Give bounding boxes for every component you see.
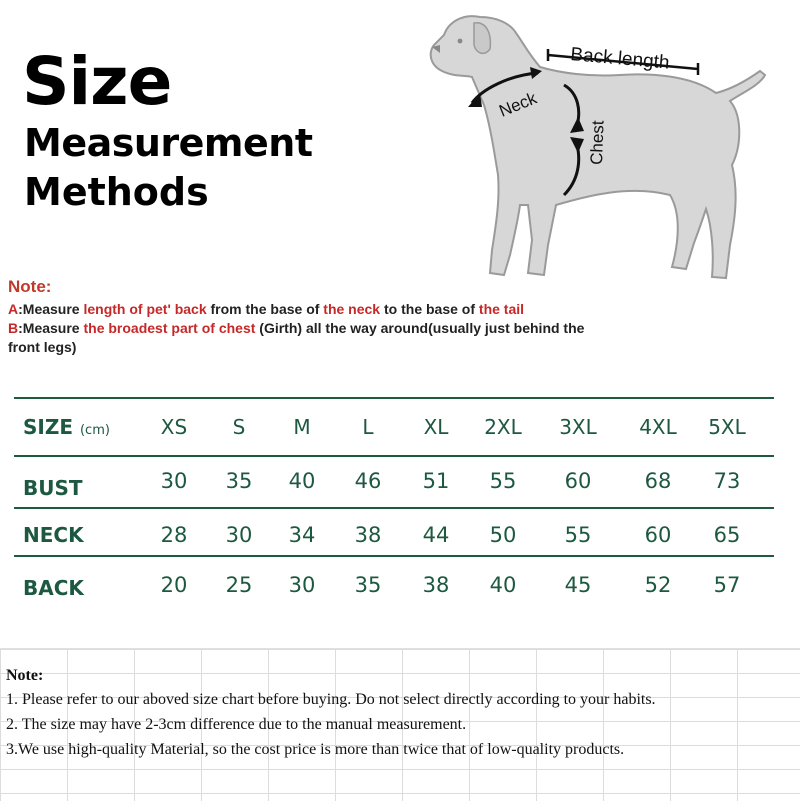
size-label: L (362, 415, 374, 439)
table-rule (14, 507, 774, 509)
bust-value: 73 (713, 469, 741, 493)
note-line-a (8, 300, 608, 319)
size-header-row (14, 407, 774, 447)
note-heading: Note: (8, 277, 52, 296)
bottom-note-item: 3.We use high-quality Material, so the cost price is more than twice that of low-quality products. (6, 741, 625, 758)
note-a-part: :Measure (18, 301, 84, 317)
size-header-label (23, 407, 110, 451)
title-measurement: Measurement (24, 121, 313, 165)
bust-value: 40 (288, 469, 316, 493)
neck-value: 55 (564, 523, 592, 547)
neck-value: 60 (644, 523, 672, 547)
table-rule (14, 555, 774, 557)
neck-arrow-head-left (468, 93, 482, 107)
size-label: XS (160, 415, 188, 439)
note-line-b (8, 319, 608, 357)
title-methods: Methods (24, 170, 209, 214)
neck-value: 65 (713, 523, 741, 547)
size-label: M (293, 415, 311, 439)
back-value: 38 (422, 573, 450, 597)
note-a-highlight: the neck (323, 301, 381, 317)
size-label: 5XL (708, 415, 746, 439)
size-label: 4XL (639, 415, 677, 439)
size-header-text: SIZE (23, 415, 74, 439)
table-row-neck (14, 515, 774, 555)
size-header-unit: (cm) (79, 423, 110, 438)
size-label: S (232, 415, 246, 439)
back-value: 45 (564, 573, 592, 597)
bust-value: 46 (354, 469, 382, 493)
row-label-bust: BUST (23, 476, 83, 500)
neck-label: Neck (496, 88, 540, 121)
size-label: 3XL (559, 415, 597, 439)
back-length-label: Back length (569, 44, 671, 74)
note-a-highlight: length of pet' back (83, 301, 207, 317)
bust-value: 68 (644, 469, 672, 493)
dog-measurement-diagram (420, 5, 770, 290)
back-value: 52 (644, 573, 672, 597)
bust-value: 60 (564, 469, 592, 493)
note-b-prefix: B (8, 320, 19, 336)
note-b-highlight: the broadest part of chest (83, 320, 256, 336)
table-rule (14, 455, 774, 457)
neck-value: 44 (422, 523, 450, 547)
title-size: Size (22, 43, 172, 120)
bottom-note-item: 2. The size may have 2-3cm difference due to the manual measurement. (6, 716, 467, 733)
back-value: 20 (160, 573, 188, 597)
bust-value: 51 (422, 469, 450, 493)
bust-value: 55 (489, 469, 517, 493)
bottom-note-item: 1. Please refer to our aboved size chart before buying. Do not select directly according to your habits. (6, 691, 656, 708)
back-value: 57 (713, 573, 741, 597)
neck-value: 28 (160, 523, 188, 547)
table-row-back (14, 565, 774, 605)
bust-value: 30 (160, 469, 188, 493)
note-a-part: to the base of (380, 301, 479, 317)
note-b-part: :Measure (18, 320, 84, 336)
table-row-bust (14, 461, 774, 501)
back-value: 35 (354, 573, 382, 597)
bust-value: 35 (225, 469, 253, 493)
bottom-note-sheet (0, 648, 800, 801)
size-label: XL (423, 415, 449, 439)
bottom-note-heading: Note: (6, 667, 44, 684)
table-rule (14, 397, 774, 399)
note-a-highlight: the tail (478, 301, 525, 317)
back-value: 40 (489, 573, 517, 597)
neck-value: 38 (354, 523, 382, 547)
size-label: 2XL (484, 415, 522, 439)
note-b-part: (Girth) all the way around(usually just behind the front legs) (8, 320, 585, 355)
row-label-back: BACK (23, 576, 84, 600)
neck-value: 50 (489, 523, 517, 547)
note-a-part: from the base of (206, 301, 324, 317)
row-label-neck: NECK (23, 523, 84, 547)
back-value: 30 (288, 573, 316, 597)
neck-value: 30 (225, 523, 253, 547)
back-value: 25 (225, 573, 253, 597)
neck-value: 34 (288, 523, 316, 547)
note-a-prefix: A (8, 301, 19, 317)
chest-label: Chest (587, 120, 608, 166)
dog-eye (458, 39, 463, 44)
